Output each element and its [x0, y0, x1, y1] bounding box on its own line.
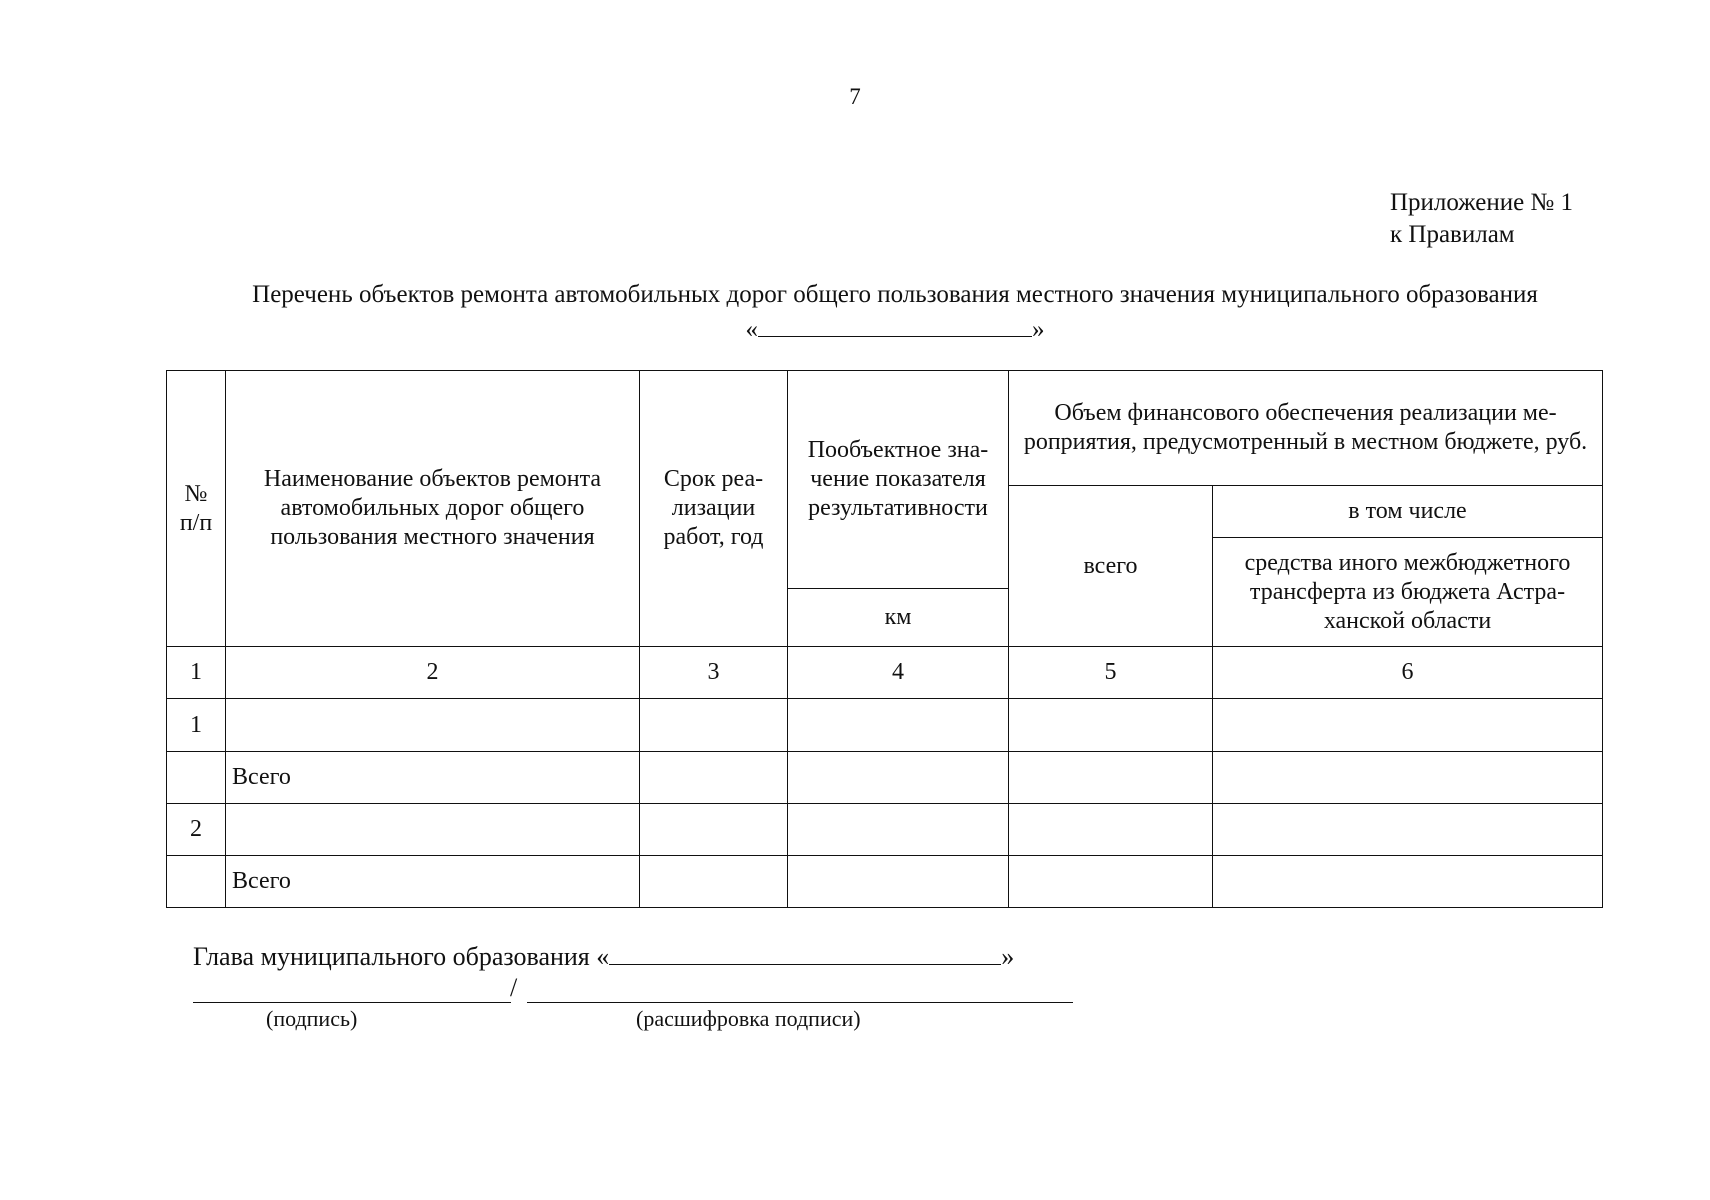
row-number: 1 [167, 699, 226, 752]
municipality-blank [609, 942, 1001, 965]
header-finance: Объем финансового обеспечения реализации ме-роприятия, предусмотренный в местном бюджете, руб. [1009, 371, 1603, 486]
row-indicator [788, 856, 1009, 908]
row-transfer [1213, 804, 1603, 856]
row-number [167, 752, 226, 804]
signature-decryption-caption: (расшифровка подписи) [636, 1006, 861, 1031]
page-number: 7 [849, 84, 861, 109]
row-indicator [788, 804, 1009, 856]
title-close-quote: » [1032, 316, 1045, 343]
row-object-name [226, 699, 640, 752]
signature-caption: (подпись) [266, 1006, 358, 1031]
appendix-block [1390, 187, 1573, 251]
row-term [640, 699, 788, 752]
municipality-name-blank [758, 312, 1032, 337]
row-term [640, 752, 788, 804]
signature-separator: / [510, 973, 518, 1002]
column-number: 3 [640, 647, 788, 699]
header-indicator: Пообъектное зна-чение показателя результативности [788, 371, 1009, 589]
head-of-municipality-line [193, 942, 1014, 972]
column-numbers-row [167, 647, 1603, 699]
table-row-subtotal [167, 856, 1603, 908]
row-term [640, 856, 788, 908]
row-indicator [788, 752, 1009, 804]
row-object-name: Всего [226, 752, 640, 804]
footer-close-quote: » [1001, 942, 1015, 971]
footer-open-quote: « [596, 942, 610, 971]
road-repair-objects-table [166, 370, 1603, 908]
header-including: в том числе [1213, 486, 1603, 538]
appendix-line-2: к Правилам [1390, 221, 1515, 248]
row-term [640, 804, 788, 856]
column-number: 2 [226, 647, 640, 699]
document-title [90, 278, 1700, 347]
column-number: 5 [1009, 647, 1213, 699]
header-object-name: Наименование объектов ремонта автомобильных дорог общего пользования местного значения [226, 371, 640, 647]
document-title-text: Перечень объектов ремонта автомобильных дорог общего пользования местного значения муниципального образования [252, 281, 1538, 308]
row-total [1009, 856, 1213, 908]
row-total [1009, 699, 1213, 752]
header-indicator-unit: км [788, 589, 1009, 647]
row-total [1009, 752, 1213, 804]
row-indicator [788, 699, 1009, 752]
table-row-subtotal [167, 752, 1603, 804]
header-term: Срок реа-лизации работ, год [640, 371, 788, 647]
row-total [1009, 804, 1213, 856]
title-open-quote: « [745, 316, 758, 343]
row-object-name [226, 804, 640, 856]
municipality-name-line [90, 312, 1700, 347]
header-total: всего [1009, 486, 1213, 647]
header-transfer: средства иного межбюджетного трансферта из бюджета Астра-ханской области [1213, 538, 1603, 647]
signature-decryption-line [527, 1002, 1073, 1003]
row-transfer [1213, 752, 1603, 804]
signature-line [193, 1002, 511, 1003]
table-row [167, 699, 1603, 752]
header-row-1 [167, 371, 1603, 486]
column-number: 4 [788, 647, 1009, 699]
header-num: № п/п [167, 371, 226, 647]
column-number: 1 [167, 647, 226, 699]
row-transfer [1213, 699, 1603, 752]
row-object-name: Всего [226, 856, 640, 908]
table-row [167, 804, 1603, 856]
appendix-line-1: Приложение № 1 [1390, 189, 1574, 216]
row-number: 2 [167, 804, 226, 856]
row-transfer [1213, 856, 1603, 908]
row-number [167, 856, 226, 908]
head-label: Глава муниципального образования [193, 942, 590, 971]
column-number: 6 [1213, 647, 1603, 699]
